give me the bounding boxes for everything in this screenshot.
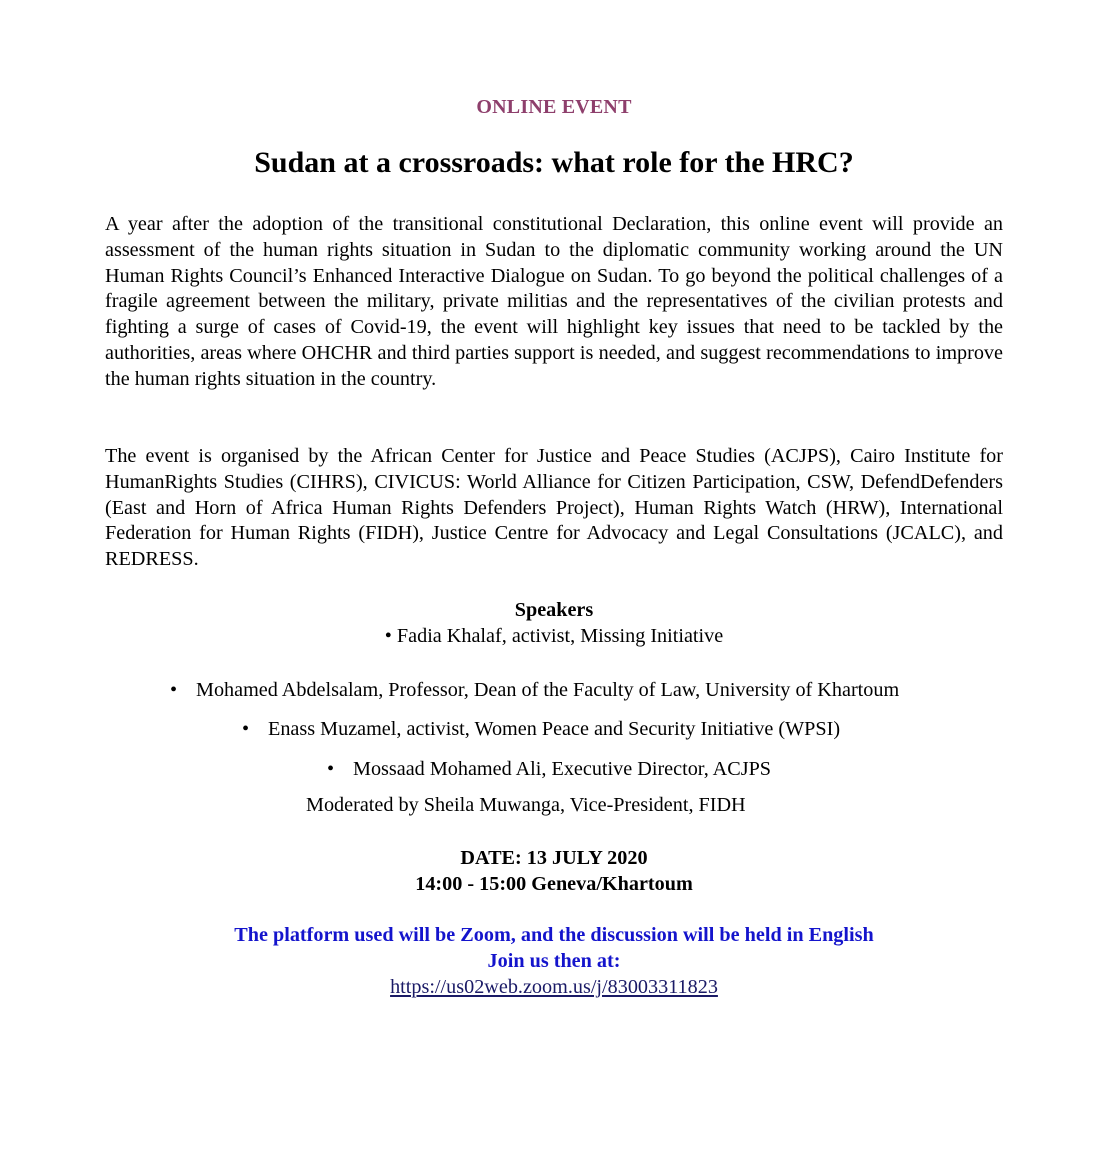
speaker-name: Enass Muzamel, activist, Women Peace and Security Initiative (WPSI) bbox=[268, 718, 841, 740]
event-type-label: ONLINE EVENT bbox=[476, 96, 632, 118]
join-prompt: Join us then at: bbox=[487, 950, 621, 972]
bullet-icon: • bbox=[242, 718, 250, 740]
platform-notice: The platform used will be Zoom, and the discussion will be held in English bbox=[234, 924, 874, 946]
organisers-paragraph: The event is organised by the African Center for Justice and Peace Studies (ACJPS), Cairo Institute for HumanRights Studies (CIHRS), CIVICUS: World Alliance for Citizen Participation, CSW, DefendDefenders (East and Horn of Africa Human Rights Defenders Project), Human Rights Watch (HRW), International Federation for Human Rights (FIDH), Justice Centre for Advocacy and Legal Consultations (JCALC), and REDRESS. bbox=[105, 445, 1003, 571]
event-time: 14:00 - 15:00 Geneva/Khartoum bbox=[415, 873, 693, 895]
bullet-icon: • bbox=[170, 679, 178, 701]
bullet-icon: • bbox=[327, 758, 335, 780]
speaker-name: Mohamed Abdelsalam, Professor, Dean of the Faculty of Law, University of Khartoum bbox=[196, 679, 900, 701]
moderator-line: Moderated by Sheila Muwanga, Vice-President, FIDH bbox=[306, 794, 746, 816]
speaker-item bbox=[242, 716, 840, 742]
event-date: DATE: 13 JULY 2020 bbox=[460, 847, 648, 869]
speaker-name: Fadia Khalaf, activist, Missing Initiative bbox=[396, 625, 724, 647]
zoom-link-row bbox=[0, 974, 1108, 1000]
zoom-link[interactable]: https://us02web.zoom.us/j/83003311823 bbox=[390, 976, 718, 998]
speaker-name: Mossaad Mohamed Ali, Executive Director, ACJPS bbox=[353, 758, 772, 780]
bullet-icon: • bbox=[384, 625, 392, 647]
description-paragraph: A year after the adoption of the transitional constitutional Declaration, this online event will provide an assessment of the human rights situation in Sudan to the diplomatic community working around the UN Human Rights Council’s Enhanced Interactive Dialogue on Sudan. To go beyond the political challenges of a fragile agreement between the military, private militias and the representatives of the civilian protests and fighting a surge of cases of Covid-19, the event will highlight key issues that need to be tackled by the authorities, areas where OHCHR and third parties support is needed, and suggest recommendations to improve the human rights situation in the country. bbox=[105, 213, 1003, 390]
speaker-item bbox=[327, 756, 771, 782]
speaker-item bbox=[0, 623, 1108, 649]
event-title: Sudan at a crossroads: what role for the HRC? bbox=[254, 146, 854, 179]
speakers-heading: Speakers bbox=[514, 599, 594, 621]
speaker-item bbox=[170, 677, 899, 703]
